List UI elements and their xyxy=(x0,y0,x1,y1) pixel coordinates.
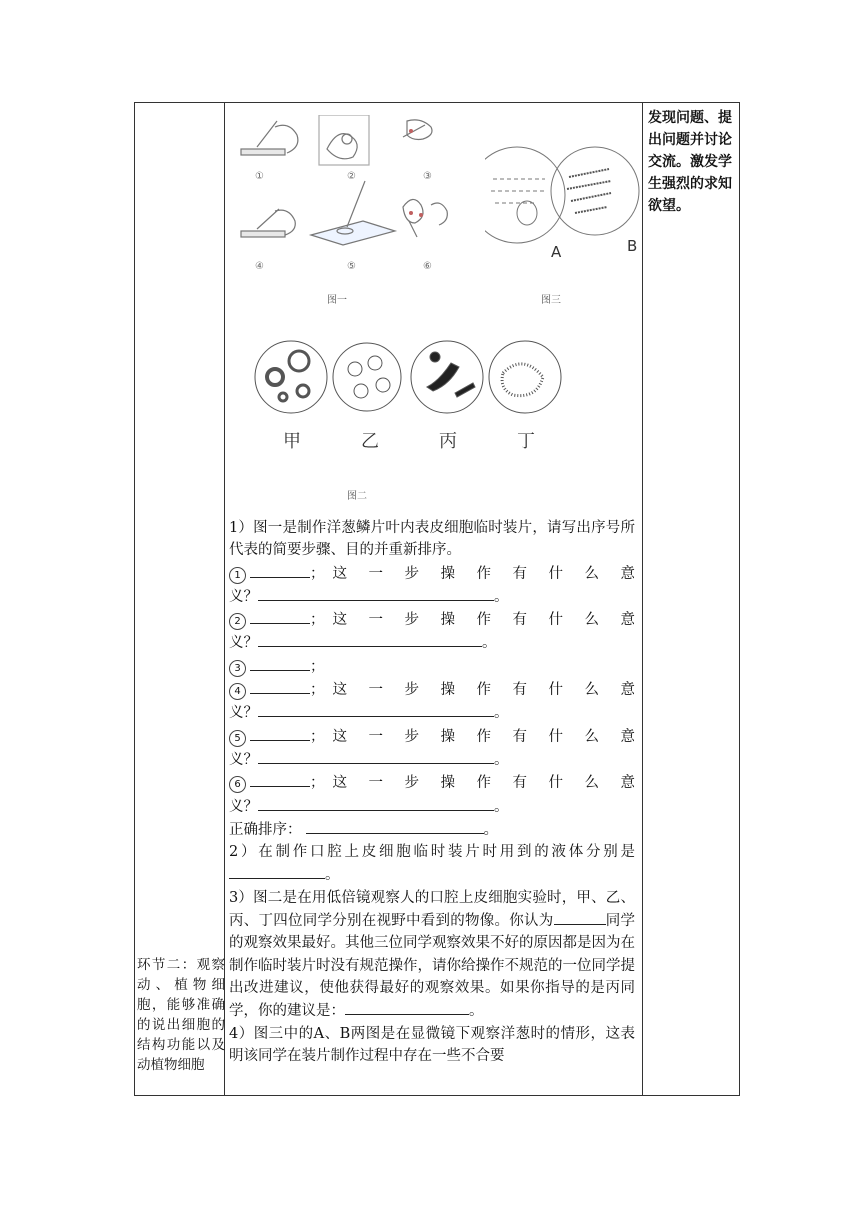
lesson-table xyxy=(134,102,740,1096)
char: 什 xyxy=(548,775,563,792)
stage-description: 环节二：观察动、植物细胞，能够准确的说出细胞的结构功能以及动植物细胞 xyxy=(137,957,225,1073)
char: 这 xyxy=(332,728,347,745)
figure-2-illustration xyxy=(251,329,581,429)
char: 步 xyxy=(404,682,419,699)
step-number-6: ⑥ xyxy=(423,261,432,272)
char: 作 xyxy=(476,682,491,699)
char: 有 xyxy=(512,775,527,792)
meaning-prompt xyxy=(333,726,636,748)
meaning-tail: 义？ xyxy=(229,751,258,768)
char: 步 xyxy=(404,612,419,629)
char: 一 xyxy=(368,728,383,745)
period: 。 xyxy=(482,635,497,652)
step-row-1 xyxy=(229,562,635,585)
char: 步 xyxy=(404,728,419,745)
char: 这 xyxy=(332,612,347,629)
char: 有 xyxy=(512,612,527,629)
char: 有 xyxy=(512,682,527,699)
question-3-part2: 同学的观察效果最好。其他三位同学观察效果不好的原因都是因为在制作临时装片时没有规范操作，请你给操作不规范的一位同学提出改进建议，使他获得最好的观察效果。如果你指导的是丙同学，你的建议是： xyxy=(229,913,635,1020)
period: 。 xyxy=(494,588,509,605)
column-divider-1 xyxy=(224,103,225,1095)
q2-blank[interactable] xyxy=(229,863,325,879)
semicolon: ； xyxy=(310,728,325,745)
step-row-6 xyxy=(229,771,635,794)
meaning-tail: 义？ xyxy=(229,705,258,722)
figure-3-illustration xyxy=(485,139,641,259)
char: 一 xyxy=(368,775,383,792)
question-section xyxy=(229,517,635,1067)
step-1-blank[interactable] xyxy=(250,562,310,578)
semicolon: ； xyxy=(310,775,325,792)
circled-number-3: 3 xyxy=(229,660,246,677)
figure-2-label-ding: 丁 xyxy=(517,431,535,452)
question-1: 1）图一是制作洋葱鳞片叶内表皮细胞临时装片，请写出序号所代表的简要步骤、目的并重新排序。 xyxy=(229,520,635,559)
teaching-intent: 发现问题、提出问题并讨论交流。激发学生强烈的求知欲望。 xyxy=(648,110,732,214)
meaning-tail: 义？ xyxy=(229,635,258,652)
question-3 xyxy=(229,887,635,1023)
meaning-row-6 xyxy=(229,795,635,818)
figure-3-label-b: B xyxy=(627,237,638,255)
circled-number-5: 5 xyxy=(229,730,246,747)
char: 什 xyxy=(548,565,563,582)
period: 。 xyxy=(494,798,509,815)
step-3-blank[interactable] xyxy=(250,655,310,671)
char: 什 xyxy=(548,728,563,745)
step-number-4: ④ xyxy=(255,261,264,272)
step-number-1: ① xyxy=(255,171,264,182)
char: 意 xyxy=(620,728,635,745)
question-2-text: 2）在制作口腔上皮细胞临时装片时用到的液体分别是 xyxy=(229,844,635,861)
question-3-part1: 3）图二是在用低倍镜观察人的口腔上皮细胞实验时，甲、乙、丙、丁四位同学分别在视野中看到的物像。你认为 xyxy=(229,889,635,930)
char: 这 xyxy=(332,775,347,792)
order-row xyxy=(229,818,635,841)
char: 步 xyxy=(404,565,419,582)
meaning-5-blank[interactable] xyxy=(258,748,494,764)
step-row-5 xyxy=(229,725,635,748)
char: 意 xyxy=(620,565,635,582)
meaning-prompt xyxy=(333,609,636,631)
char: 么 xyxy=(584,775,599,792)
step-4-blank[interactable] xyxy=(250,678,310,694)
step-row-3 xyxy=(229,655,635,678)
q3-student-blank[interactable] xyxy=(554,909,606,925)
step-number-2: ② xyxy=(347,171,356,182)
meaning-tail: 义？ xyxy=(229,588,258,605)
char: 作 xyxy=(476,775,491,792)
order-blank[interactable] xyxy=(306,818,484,834)
semicolon: ； xyxy=(310,612,325,629)
char: 有 xyxy=(512,728,527,745)
circled-number-4: 4 xyxy=(229,683,246,700)
meaning-prompt xyxy=(333,679,636,701)
char: 一 xyxy=(368,565,383,582)
meaning-6-blank[interactable] xyxy=(258,795,494,811)
circled-number-6: 6 xyxy=(229,776,246,793)
figure-3-label-a: A xyxy=(551,243,562,261)
char: 意 xyxy=(620,682,635,699)
char: 一 xyxy=(368,612,383,629)
meaning-row-1 xyxy=(229,585,635,608)
q3-suggestion-blank[interactable] xyxy=(345,999,469,1015)
figure-1-illustration xyxy=(235,115,475,315)
circled-number-2: 2 xyxy=(229,613,246,630)
meaning-1-blank[interactable] xyxy=(258,585,494,601)
step-row-4 xyxy=(229,678,635,701)
char: 操 xyxy=(440,728,455,745)
circled-number-1: 1 xyxy=(229,567,246,584)
semicolon: ； xyxy=(310,682,325,699)
figure-2-label-bing: 丙 xyxy=(439,431,457,452)
char: 作 xyxy=(476,728,491,745)
figure-1-caption: 图一 xyxy=(327,295,347,306)
char: 操 xyxy=(440,682,455,699)
column-divider-2 xyxy=(642,103,643,1095)
step-5-blank[interactable] xyxy=(250,725,310,741)
meaning-row-2 xyxy=(229,631,635,654)
char: 意 xyxy=(620,775,635,792)
period: 。 xyxy=(494,751,509,768)
step-2-blank[interactable] xyxy=(250,608,310,624)
char: 一 xyxy=(368,682,383,699)
char: 么 xyxy=(584,612,599,629)
figure-3-micrographs xyxy=(485,139,641,309)
figure-2-caption: 图二 xyxy=(347,491,367,502)
semicolon: ； xyxy=(310,658,325,675)
meaning-prompt xyxy=(333,563,636,585)
figure-2-label-yi: 乙 xyxy=(361,431,379,452)
char: 这 xyxy=(332,682,347,699)
char: 么 xyxy=(584,728,599,745)
period: 。 xyxy=(325,867,340,884)
char: 有 xyxy=(512,565,527,582)
semicolon: ； xyxy=(310,565,325,582)
figure-2-cell-views xyxy=(251,329,581,509)
figure-2-label-jia: 甲 xyxy=(283,431,301,452)
char: 什 xyxy=(548,612,563,629)
step-6-blank[interactable] xyxy=(250,771,310,787)
figure-3-caption: 图三 xyxy=(541,295,561,306)
question-4: 4）图三中的A、B两图是在显微镜下观察洋葱时的情形，这表明该同学在装片制作过程中存在一些不合要 xyxy=(229,1025,635,1064)
meaning-4-blank[interactable] xyxy=(258,701,494,717)
order-label: 正确排序： xyxy=(229,821,302,838)
step-row-2 xyxy=(229,608,635,631)
step-number-5: ⑤ xyxy=(347,261,356,272)
meaning-prompt xyxy=(333,772,636,794)
meaning-row-5 xyxy=(229,748,635,771)
period: 。 xyxy=(494,705,509,722)
period: 。 xyxy=(483,821,498,838)
char: 什 xyxy=(548,682,563,699)
char: 步 xyxy=(404,775,419,792)
char: 作 xyxy=(476,612,491,629)
period: 。 xyxy=(469,1003,484,1020)
char: 么 xyxy=(584,682,599,699)
meaning-row-4 xyxy=(229,701,635,724)
question-2 xyxy=(229,841,635,887)
char: 操 xyxy=(440,612,455,629)
figure-1-steps xyxy=(235,115,475,315)
char: 这 xyxy=(332,565,347,582)
char: 操 xyxy=(440,565,455,582)
char: 作 xyxy=(476,565,491,582)
char: 意 xyxy=(620,612,635,629)
meaning-2-blank[interactable] xyxy=(258,631,482,647)
meaning-tail: 义？ xyxy=(229,798,258,815)
step-number-3: ③ xyxy=(423,171,432,182)
char: 么 xyxy=(584,565,599,582)
char: 操 xyxy=(440,775,455,792)
